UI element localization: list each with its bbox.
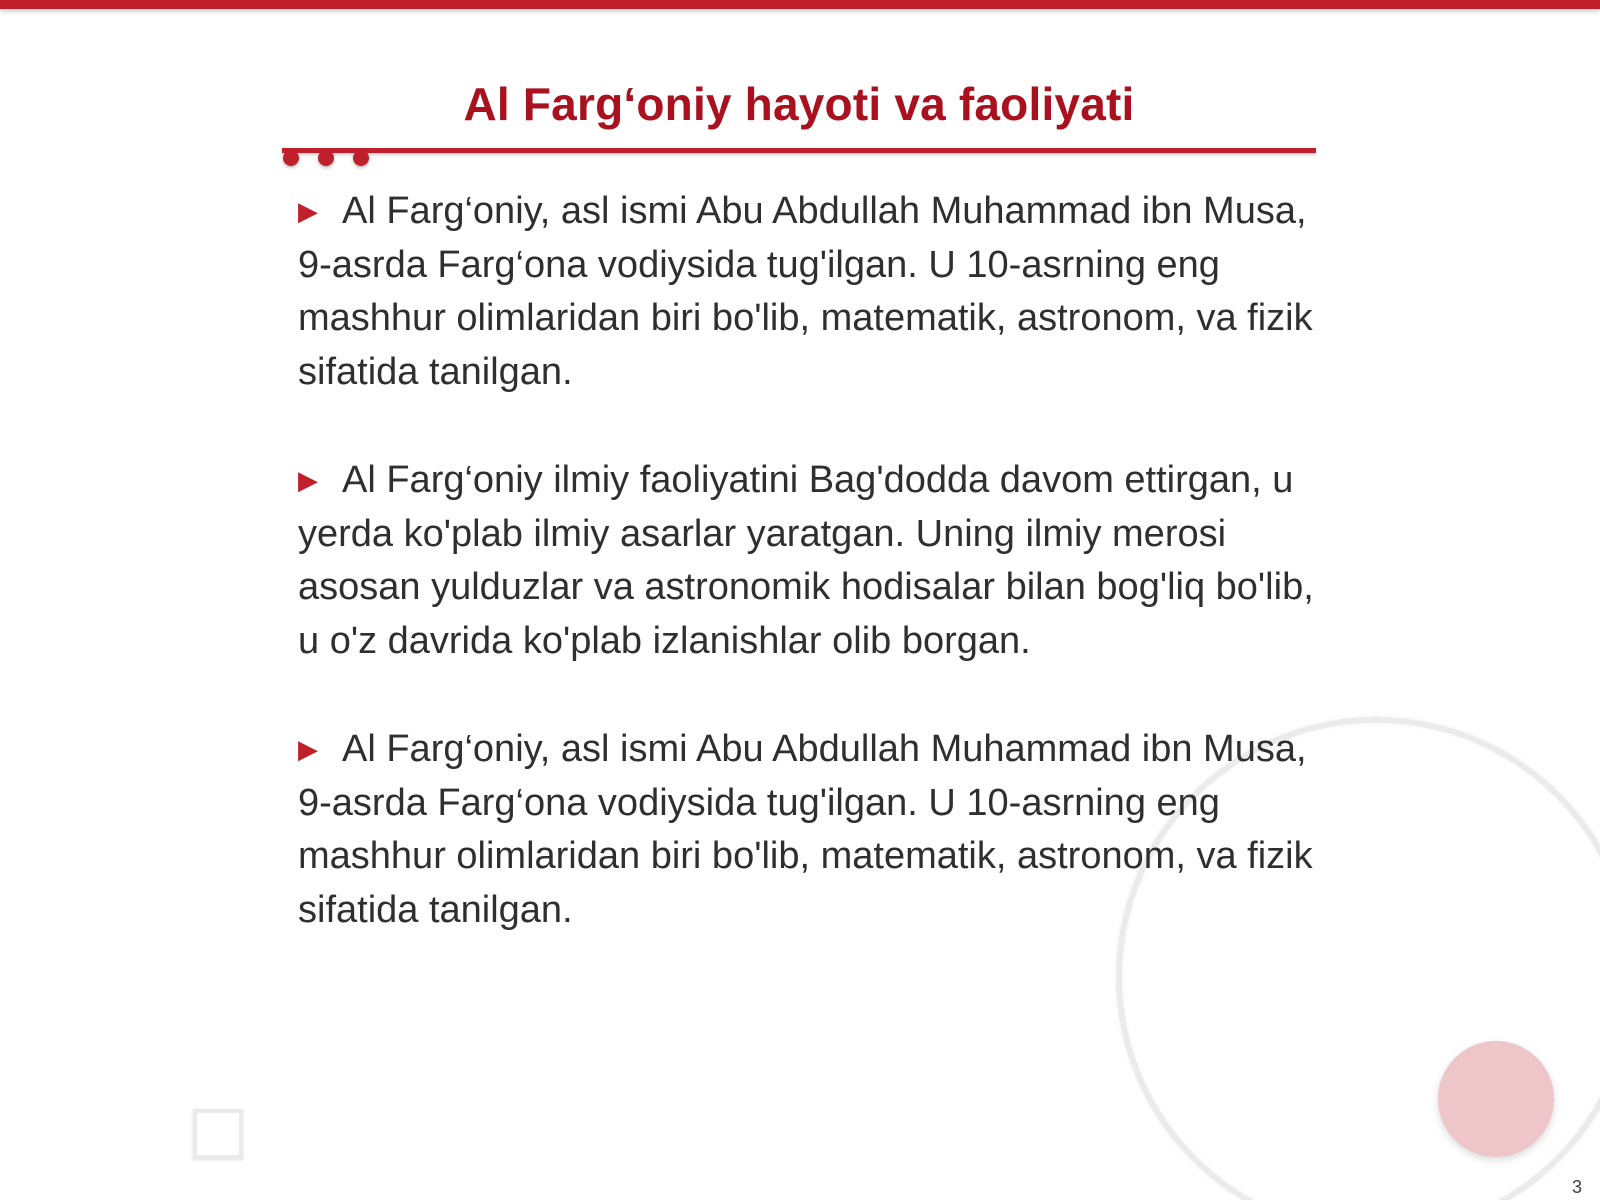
bullet-arrow-icon: ▶ <box>298 734 318 764</box>
bullet-arrow-icon: ▶ <box>298 196 318 226</box>
paragraph-text: Al Farg‘oniy, asl ismi Abu Abdullah Muhammad ibn Musa, 9-asrda Farg‘ona vodiysida tug'ilgan. U 10-asrning eng mashhur olimlaridan biri bo'lib, matematik, astronom, va fizik sifatida tanilgan. <box>298 728 1313 931</box>
underline-dot <box>283 150 299 166</box>
underline-dot <box>353 150 369 166</box>
page-number: 3 <box>1571 1177 1582 1197</box>
slide-body <box>298 185 1328 992</box>
top-accent-bar <box>0 0 1600 9</box>
bullet-paragraph <box>298 723 1328 937</box>
title-underline <box>282 148 1316 153</box>
underline-dot <box>318 150 334 166</box>
decorative-disc <box>1438 1041 1554 1157</box>
paragraph-text: Al Farg‘oniy, asl ismi Abu Abdullah Muhammad ibn Musa, 9-asrda Farg‘ona vodiysida tug'ilgan. U 10-asrning eng mashhur olimlaridan biri bo'lib, matematik, astronom, va fizik sifatida tanilgan. <box>298 190 1313 393</box>
paragraph-text: Al Farg‘oniy ilmiy faoliyatini Bag'dodda davom ettirgan, u yerda ko'plab ilmiy asarlar yaratgan. Uning ilmiy merosi asosan yulduzlar va astronomik hodisalar bilan bog'liq bo'lib, u o'z davrida ko'plab izlanishlar olib borgan. <box>298 459 1314 662</box>
bullet-paragraph <box>298 454 1328 668</box>
decorative-square <box>193 1109 243 1159</box>
bullet-paragraph <box>298 185 1328 399</box>
bullet-arrow-icon: ▶ <box>298 465 318 495</box>
slide-title: Al Farg‘oniy hayoti va faoliyati <box>463 78 1135 130</box>
